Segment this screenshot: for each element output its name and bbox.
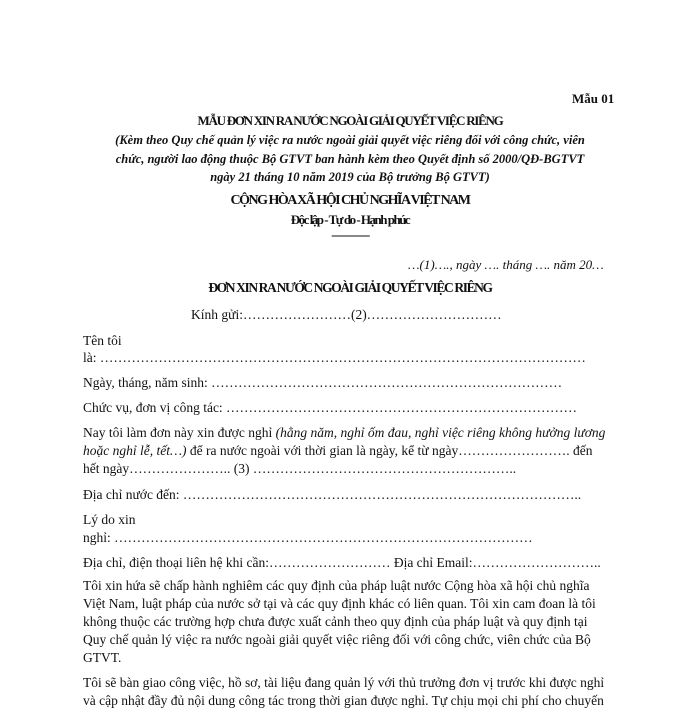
subtitle-line-3: ngày 21 tháng 10 năm 2019 của Bộ trưởng Bộ GTVT) bbox=[210, 170, 490, 184]
contact-field: Địa chỉ, điện thoại liên hệ khi cần:……………………… Địa chỉ Email:……………………….. bbox=[83, 555, 601, 570]
handover-line-2: và cập nhật đầy đủ nội dung công tác trong thời gian được nghỉ. Tự chịu mọi chi phí cho chuyến bbox=[83, 693, 604, 708]
national-title: CỘNG HÒA XÃ HỘI CHỦ NGHĨA VIỆT NAM bbox=[230, 193, 470, 208]
destination-field: Địa chỉ nước đến: …………………………………………………………………………….. bbox=[83, 487, 582, 502]
form-title: MẪU ĐƠN XIN RA NƯỚC NGOÀI GIẢI QUYẾT VIỆC RIÊNG bbox=[197, 113, 503, 128]
subtitle-line-1: (Kèm theo Quy chế quản lý việc ra nước ngoài giải quyết việc riêng đối với công chức, viên bbox=[115, 133, 585, 147]
name-label: Tên tôi bbox=[83, 333, 122, 348]
name-field: là: ……………………………………………………………………………………………… bbox=[83, 350, 586, 365]
leave-request-line-2 bbox=[83, 443, 592, 459]
application-title: ĐƠN XIN RA NƯỚC NGOÀI GIẢI QUYẾT VIỆC RIÊNG bbox=[208, 280, 492, 295]
leave-types-cont: hoặc nghỉ lễ, tết…) bbox=[83, 443, 187, 458]
form-code: Mẫu 01 bbox=[572, 91, 615, 106]
motto-divider: --------------- bbox=[331, 228, 369, 242]
subtitle-line-2: chức, người lao động thuộc Bộ GTVT ban hành kèm theo Quyết định số 2000/QĐ-BGTVT bbox=[115, 152, 585, 166]
commitment-line-3: không thuộc các trường hợp chưa được xuất cảnh theo quy định của pháp luật và quy định tại bbox=[83, 614, 588, 629]
leave-request-line-1 bbox=[83, 425, 605, 441]
reason-field: nghỉ: ………………………………………………………………………………… bbox=[83, 530, 533, 545]
dob-field: Ngày, tháng, năm sinh: …………………………………………………………………… bbox=[83, 375, 563, 390]
commitment-line-5: GTVT. bbox=[83, 650, 122, 665]
leave-intro: Nay tôi làm đơn này xin được nghỉ bbox=[83, 425, 276, 440]
position-field: Chức vụ, đơn vị công tác: …………………………………………………………………… bbox=[83, 400, 578, 415]
recipient-line: Kính gửi:……………………(2)………………………… bbox=[191, 307, 502, 322]
commitment-line-2: Việt Nam, luật pháp của nước sở tại và các quy định khác có liên quan. Tôi xin cam đoan là tôi bbox=[83, 596, 596, 611]
handover-line-1: Tôi sẽ bàn giao công việc, hồ sơ, tài liệu đang quản lý với thủ trưởng đơn vị trước khi được nghỉ bbox=[83, 675, 605, 690]
national-motto: Độc lập - Tự do - Hạnh phúc bbox=[290, 212, 410, 227]
reason-label: Lý do xin bbox=[83, 512, 136, 527]
commitment-line-4: Quy chế quản lý việc ra nước ngoài giải quyết việc riêng đối với công chức, viên chức của Bộ bbox=[83, 632, 591, 647]
leave-duration: để ra nước ngoài với thời gian là ngày, kể từ ngày……………………. đến bbox=[186, 443, 593, 458]
leave-request-line-3: hết ngày………………….. (3) ………………………………………………….. bbox=[83, 461, 517, 476]
place-date-line: …(1)…., ngày …. tháng …. năm 20… bbox=[408, 257, 604, 272]
commitment-line-1: Tôi xin hứa sẽ chấp hành nghiêm các quy định của pháp luật nước Cộng hòa xã hội chủ nghĩa bbox=[83, 578, 590, 593]
leave-types: (hằng năm, nghỉ ốm đau, nghỉ việc riêng không hưởng lương bbox=[275, 425, 606, 440]
